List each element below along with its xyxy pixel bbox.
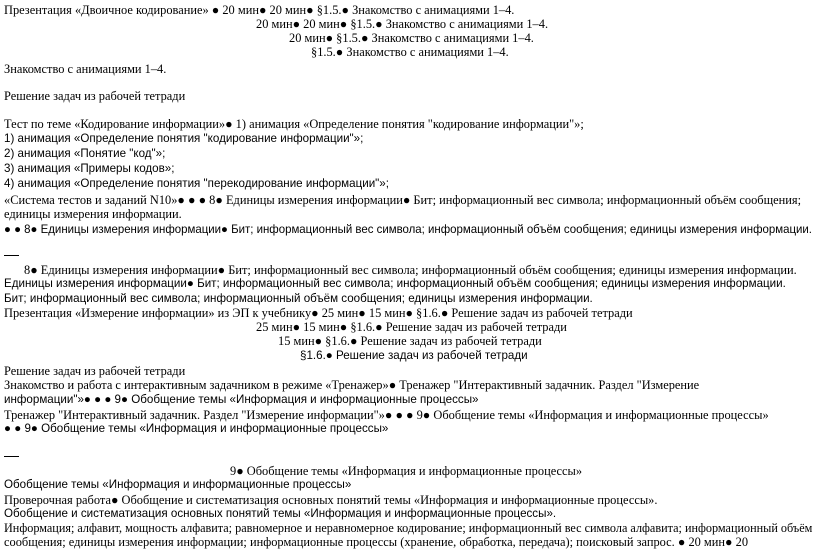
text-line: «Система тестов и заданий N10»● ● ● 8● Единицы измерения информации● Бит; информационный вес символа; информационный объём сообщения; bbox=[4, 193, 802, 207]
divider bbox=[4, 456, 19, 457]
text-line: ● ● 9● Обобщение темы «Информация и информационные процессы» bbox=[4, 422, 389, 435]
text-line: 8● Единицы измерения информации● Бит; информационный вес символа; информационный объём сообщения; единицы измерения информации. bbox=[24, 263, 797, 277]
text-line: Решение задач из рабочей тетради bbox=[4, 364, 186, 378]
text-line: Тренажер "Интерактивный задачник. Раздел "Измерение информации"»● ● ● 9● Обобщение темы «Информация и информационные процессы» bbox=[4, 408, 769, 422]
text-line: §1.6.● Решение задач из рабочей тетради bbox=[300, 349, 528, 362]
text-line: Тест по теме «Кодирование информации»● 1) анимация «Определение понятия "кодирование информации"»; bbox=[4, 117, 584, 131]
text-line: Обобщение темы «Информация и информационные процессы» bbox=[4, 478, 352, 491]
text-line: Информация; алфавит, мощность алфавита; равномерное и неравномерное кодирование; информационный вес символа алфавита; информационный объём bbox=[4, 521, 813, 535]
text-line: Знакомство с анимациями 1–4. bbox=[4, 62, 167, 76]
text-line: Презентация «Измерение информации» из ЭП к учебнику● 25 мин● 15 мин● §1.6.● Решение задач из рабочей тетради bbox=[4, 306, 633, 320]
text-line: ● ● 8● Единицы измерения информации● Бит; информационный вес символа; информационный объём сообщения; единицы измерения информации. bbox=[4, 223, 812, 236]
text-line: 9● Обобщение темы «Информация и информационные процессы» bbox=[230, 464, 583, 478]
text-line: Презентация «Двоичное кодирование» ● 20 мин● 20 мин● §1.5.● Знакомство с анимациями 1–4. bbox=[4, 3, 515, 17]
text-line: 3) анимация «Примеры кодов»; bbox=[4, 162, 175, 175]
text-line: Единицы измерения информации● Бит; информационный вес символа; информационный объём сообщения; единицы измерения информации. bbox=[4, 277, 786, 290]
text-line: Проверочная работа● Обобщение и систематизация основных понятий темы «Информация и информационные процессы». bbox=[4, 493, 658, 507]
text-line: Знакомство и работа с интерактивным задачником в режиме «Тренажер»● Тренажер "Интерактивный задачник. Раздел "Измерение bbox=[4, 378, 700, 392]
text-line: информации"»● ● ● 9● Обобщение темы «Информация и информационные процессы» bbox=[4, 393, 479, 406]
text-line: 25 мин● 15 мин● §1.6.● Решение задач из рабочей тетради bbox=[256, 320, 567, 334]
text-line: 15 мин● §1.6.● Решение задач из рабочей тетради bbox=[278, 334, 542, 348]
text-line: 20 мин● §1.5.● Знакомство с анимациями 1–4. bbox=[289, 31, 534, 45]
divider bbox=[4, 255, 19, 256]
text-line: сообщения; единицы измерения информации; информационные процессы (хранение, обработка, передача); поисковый запрос. ● 20 мин● 20 bbox=[4, 535, 749, 549]
text-line: Обобщение и систематизация основных понятий темы «Информация и информационные процессы». bbox=[4, 507, 557, 520]
text-line: 20 мин● 20 мин● §1.5.● Знакомство с анимациями 1–4. bbox=[256, 17, 549, 31]
text-line: §1.5.● Знакомство с анимациями 1–4. bbox=[311, 45, 509, 59]
text-line: Бит; информационный вес символа; информационный объём сообщения; единицы измерения информации. bbox=[4, 292, 593, 305]
text-line: 2) анимация «Понятие "код"»; bbox=[4, 147, 166, 160]
text-line: Решение задач из рабочей тетради bbox=[4, 89, 186, 103]
text-line: 4) анимация «Определение понятия "перекодирование информации"»; bbox=[4, 177, 389, 190]
text-line: единицы измерения информации. bbox=[4, 207, 182, 221]
text-line: 1) анимация «Определение понятия "кодирование информации"»; bbox=[4, 132, 364, 145]
